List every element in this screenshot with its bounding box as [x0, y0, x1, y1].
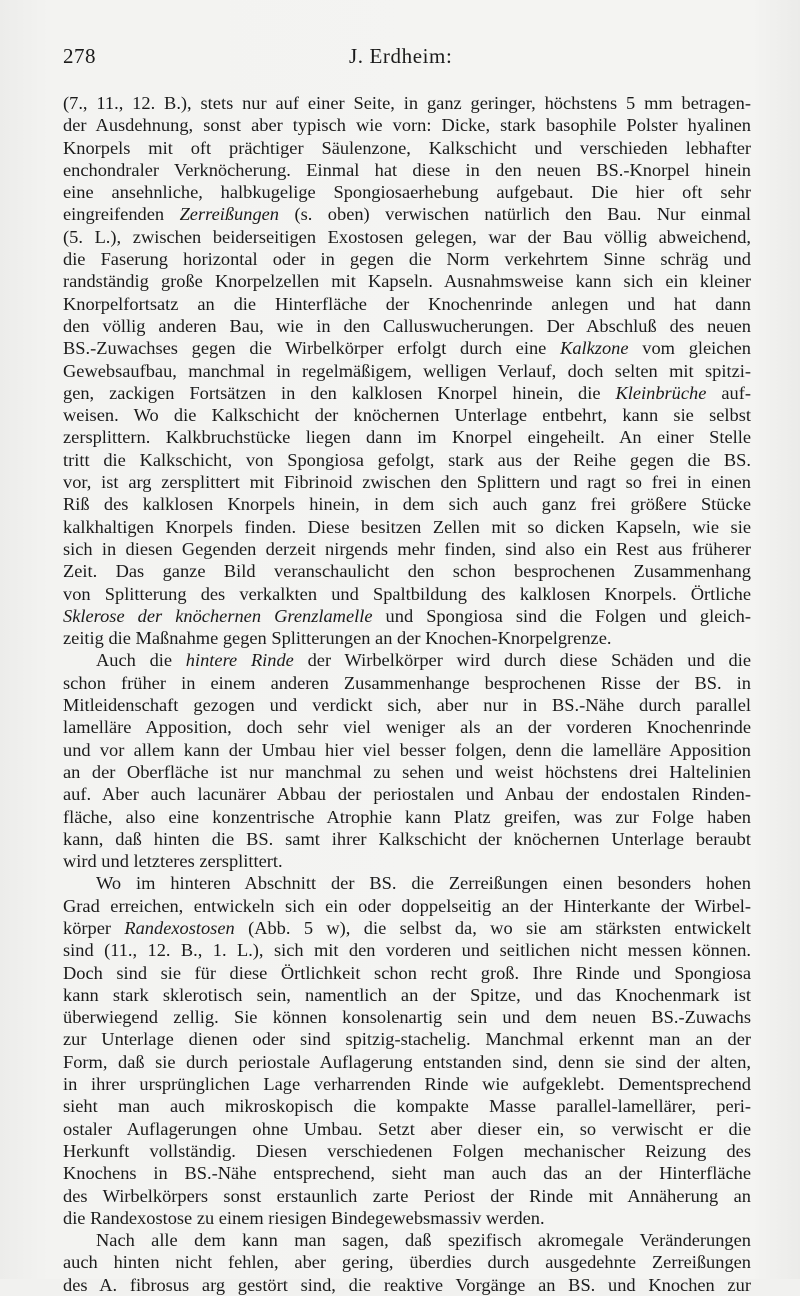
text-line: Knochens in BS.-Nähe entsprechend, sieht man auch das an der Hinterfläche: [63, 1163, 751, 1184]
text-line: kalkhaltigen Knorpels finden. Diese besitzen Zellen mit so dicken Kapseln, wie sie: [63, 516, 751, 537]
italic-term: Randexostosen: [124, 917, 235, 938]
text-line: zeitig die Maßnahme gegen Splitterungen an der Knochen-Knorpelgrenze.: [63, 628, 612, 649]
text-line: [63, 203, 751, 225]
italic-term: hintere Rinde: [185, 650, 294, 671]
text-line: kann, daß hinten die BS. samt ihrer Kalkschicht der knöchernen Unterlage beraubt: [63, 828, 751, 849]
text-run: der Wirbelkörper wird durch diese Schäden und die: [293, 650, 751, 671]
italic-term: Sklerose der knöchernen Grenzlamelle: [63, 605, 373, 626]
body-text: [63, 92, 751, 1296]
text-line: eine ansehnliche, halbkugelige Spongiosaerhebung aufgebaut. Die hier oft sehr: [63, 182, 751, 203]
text-line: [63, 605, 751, 627]
text-run: Auch die: [96, 650, 186, 671]
text-line: randständig große Knorpelzellen mit Kapseln. Ausnahmsweise kann sich ein kleiner: [63, 271, 751, 292]
text-line: die Randexostose zu einem riesigen Bindegewebsmassiv werden.: [63, 1207, 545, 1228]
page-number: 278: [63, 44, 96, 68]
text-line: an der Oberfläche ist nur manchmal zu sehen und weist höchstens drei Haltelinien: [63, 761, 751, 782]
text-line: überwiegend zellig. Sie können konsolenartig sein und dem neuen BS.-Zuwachs: [63, 1007, 751, 1028]
text-line: wird und letzteres zersplittert.: [63, 851, 283, 872]
text-line: [63, 382, 751, 404]
text-run: (s. oben) verwischen natürlich den Bau. Nur einmal: [279, 204, 751, 225]
text-run: auf-: [706, 382, 751, 403]
italic-term: Zerreißungen: [179, 204, 279, 225]
text-run: körper: [63, 917, 125, 938]
text-line: (5. L.), zwischen beiderseitigen Exostosen gelegen, war der Bau völlig abweichend,: [63, 226, 751, 247]
text-line: [63, 337, 751, 359]
text-line: weisen. Wo die Kalkschicht der knöchernen Unterlage entbehrt, kann sie selbst: [63, 405, 751, 426]
text-line: Form, daß sie durch periostale Auflagerung entstanden sind, denn sie sind der alten,: [63, 1051, 751, 1072]
text-line: zersplittern. Kalkbruchstücke liegen dann im Knorpel eingeheilt. An einer Stelle: [63, 427, 751, 448]
text-line: lamelläre Apposition, doch sehr viel weniger als an der vorderen Knochenrinde: [63, 717, 751, 738]
text-line: Zeit. Das ganze Bild veranschaulicht den schon besprochenen Zusammenhang: [63, 561, 751, 582]
text-run: BS.-Zuwachses gegen die Wirbelkörper erfolgt durch eine: [63, 338, 561, 359]
text-line: Knorpelfortsatz an die Hinterfläche der Knochenrinde anlegen und hat dann: [63, 293, 751, 314]
text-line: Knorpels mit oft prächtiger Säulenzone, Kalkschicht und verschieden lebhafter: [63, 137, 751, 158]
text-run: (Abb. 5 w), die selbst da, wo sie am stärksten entwickelt: [234, 917, 751, 938]
text-line: kann stark sklerotisch sein, namentlich an der Spitze, und das Knochenmark ist: [63, 984, 751, 1005]
text-line: Nach alle dem kann man sagen, daß spezifisch akromegale Veränderungen: [96, 1230, 751, 1251]
text-line: die Faserung horizontal oder in gegen die Norm verkehrtem Sinne schräg und: [63, 249, 751, 270]
text-line: auf. Aber auch lacunärer Abbau der periostalen und Anbau der endostalen Rinden-: [63, 784, 751, 805]
text-line: Wo im hinteren Abschnitt der BS. die Zerreißungen einen besonders hohen: [96, 873, 751, 894]
text-line: tritt die Kalkschicht, von Spongiosa gefolgt, stark aus der Reihe gegen die BS.: [63, 449, 751, 470]
text-line: Gewebsaufbau, manchmal in regelmäßigem, welligen Verlauf, doch selten mit spitzi-: [63, 360, 751, 381]
text-line: enchondraler Verknöcherung. Einmal hat diese in den neuen BS.-Knorpel hinein: [63, 159, 751, 180]
text-run: vom gleichen: [628, 338, 751, 359]
text-line: [63, 649, 751, 671]
text-line: sieht man auch mikroskopisch die kompakte Masse parallel-lamellärer, peri-: [63, 1096, 751, 1117]
text-line: ostaler Auflagerungen ohne Umbau. Setzt aber dieser ein, so verwischt er die: [63, 1118, 751, 1139]
text-line: der Ausdehnung, sonst aber typisch wie vorn: Dicke, stark basophile Polster hyalinen: [63, 115, 751, 136]
text-line: den völlig anderen Bau, wie in den Calluswucherungen. Der Abschluß des neuen: [63, 315, 751, 336]
text-line: Riß des kalklosen Knorpels hinein, in dem sich auch ganz frei größere Stücke: [63, 494, 751, 515]
text-line: Grad erreichen, entwickeln sich ein oder doppelseitig an der Hinterkante der Wirbel-: [63, 895, 751, 916]
text-line: (7., 11., 12. B.), stets nur auf einer Seite, in ganz geringer, höchstens 5 mm betragen-: [63, 93, 751, 113]
text-line: des A. fibrosus arg gestört sind, die reaktive Vorgänge an BS. und Knochen zur: [63, 1274, 751, 1295]
running-head: J. Erdheim:: [349, 44, 453, 68]
text-line: des Wirbelkörpers sonst erstaunlich zarte Periost der Rinde mit Annäherung an: [63, 1185, 751, 1206]
text-line: in ihrer ursprünglichen Lage verharrenden Rinde wie aufgeklebt. Dementsprechend: [63, 1074, 751, 1095]
text-line: sich in diesen Gegenden derzeit nirgends mehr finden, sind also ein Rest aus früherer: [63, 538, 751, 559]
text-line: schon früher in einem anderen Zusammenhange besprochenen Risse der BS. in: [63, 672, 751, 693]
text-line: Herkunft vollständig. Diesen verschiedenen Folgen mechanischer Reizung des: [63, 1140, 751, 1161]
text-line: zur Unterlage dienen oder sind spitzig-stachelig. Manchmal erkennt man an der: [63, 1029, 751, 1050]
italic-term: Kalkzone: [560, 338, 629, 359]
text-line: sind (11., 12. B., 1. L.), sich mit den vorderen und seitlichen nicht messen können.: [63, 940, 751, 961]
text-run: und Spongiosa sind die Folgen und gleich-: [372, 605, 751, 626]
text-line: [63, 917, 751, 939]
text-run: gen, zackigen Fortsätzen in den kalklosen Knorpel hinein, die: [63, 382, 616, 403]
text-line: von Splitterung des verkalkten und Spaltbildung des kalklosen Knorpels. Örtliche: [63, 583, 751, 604]
text-line: Mitleidenschaft gezogen und verdickt sich, aber nur in BS.-Nähe durch parallel: [63, 695, 751, 716]
page-header: [63, 44, 750, 76]
text-line: fläche, also eine konzentrische Atrophie kann Platz greifen, was zur Folge haben: [63, 806, 751, 827]
text-line: vor, ist arg zersplittert mit Fibrinoid zwischen den Splittern und ragt so frei in einen: [63, 472, 751, 493]
text-run: eingreifenden: [63, 204, 180, 225]
text-line: auch hinten nicht fehlen, aber gering, überdies durch ausgedehnte Zerreißungen: [63, 1252, 751, 1273]
text-line: und vor allem kann der Umbau hier viel besser folgen, denn die lamelläre Apposition: [63, 739, 751, 760]
text-line: Doch sind sie für diese Örtlichkeit schon recht groß. Ihre Rinde und Spongiosa: [63, 962, 751, 983]
italic-term: Kleinbrüche: [615, 382, 707, 403]
